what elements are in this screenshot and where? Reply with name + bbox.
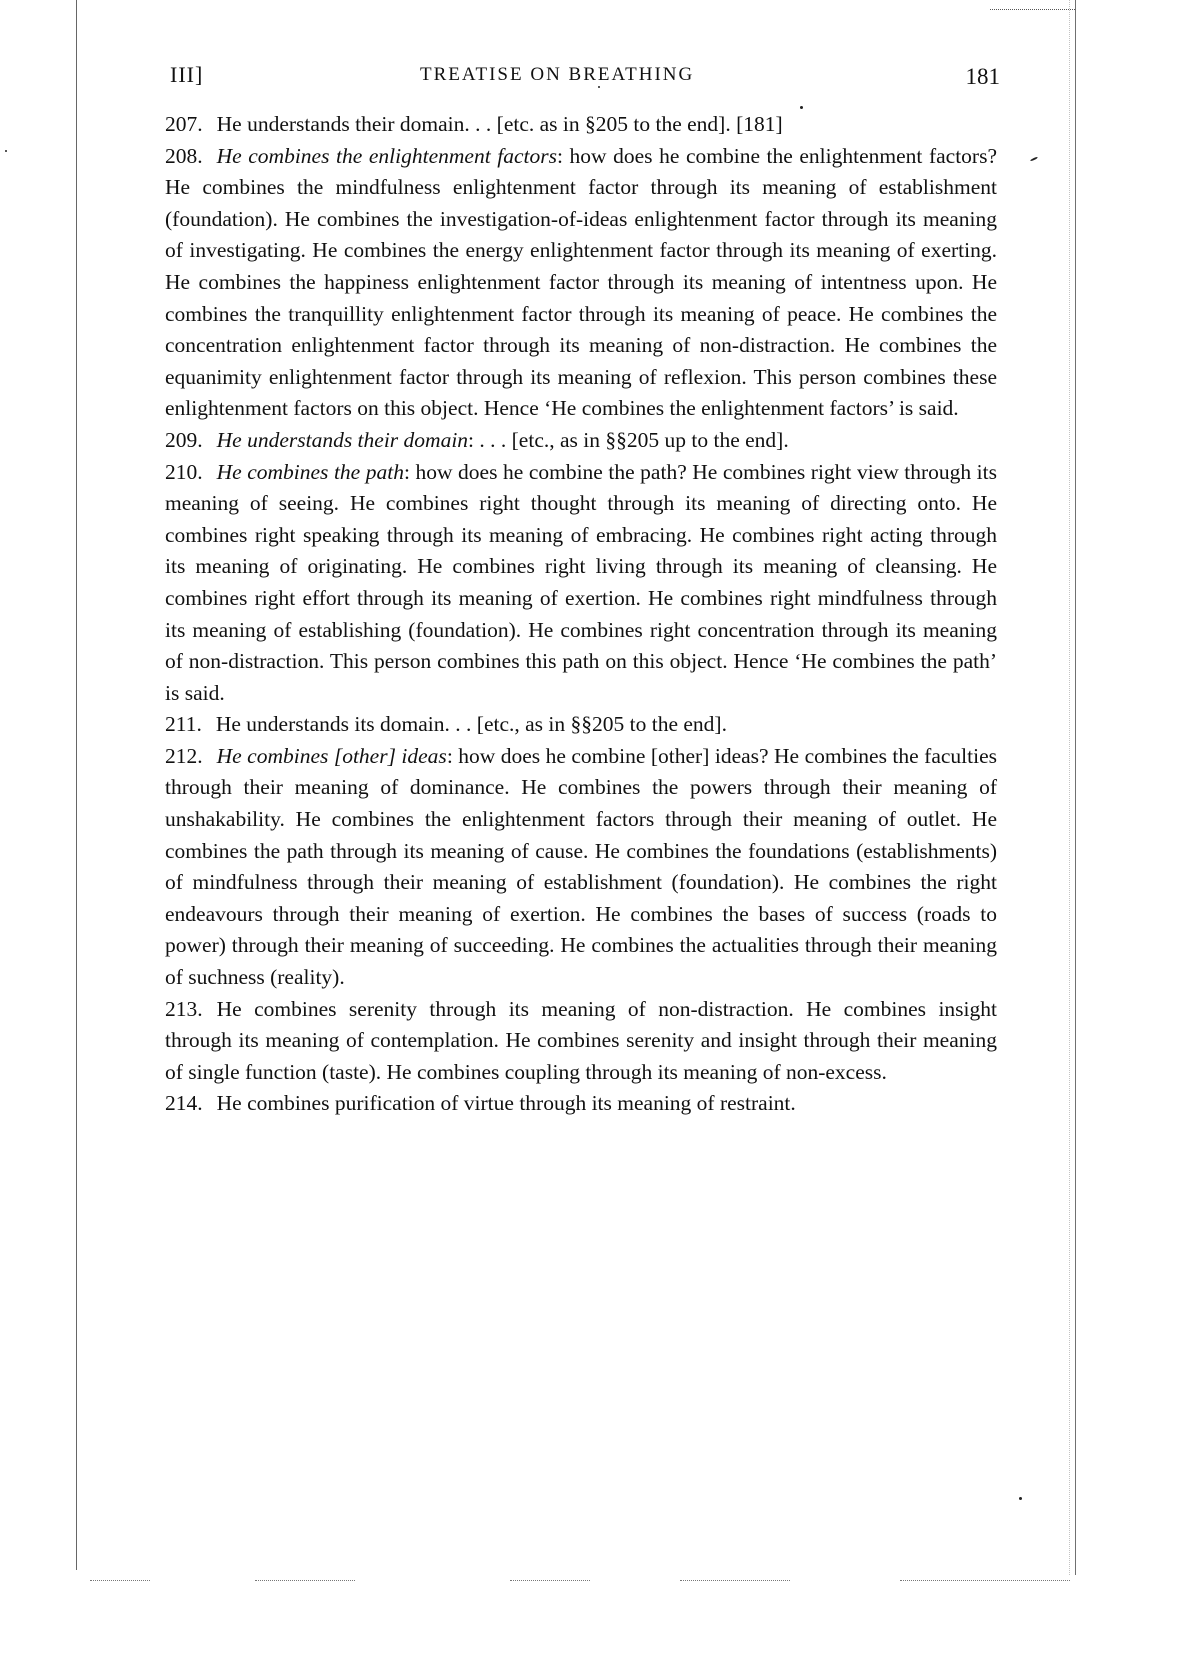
chapter-marker: III] (170, 62, 204, 87)
paragraph-text: He understands its domain. . . [etc., as in §§205 to the end]. (215, 712, 727, 737)
paragraph-text: : . . . [etc., as in §§205 up to the end]. (468, 427, 789, 452)
paragraph-number: 211. (165, 712, 202, 737)
paragraph-heading: He understands their domain (216, 427, 469, 452)
paragraph-210 (165, 457, 997, 710)
body-text (165, 109, 997, 1120)
paragraph-208 (165, 141, 997, 425)
scan-border-right-dots (1069, 0, 1071, 1575)
scan-bottom-dots (680, 1580, 790, 1582)
paragraph-heading: He combines [other] ideas (216, 743, 447, 768)
paragraph-number: 209. (165, 427, 203, 452)
paragraph-text: He combines serenity through its meaning of non-distraction. He combines insight through its meaning of contemplation. He combines serenity and insight through their meaning of single function (taste). He combines coupling through its meaning of non-excess. (165, 996, 997, 1084)
paragraph-text: : how does he combine [other] ideas? He combines the faculties through their meaning of dominance. He combines the powers through their meaning of unshakability. He combines the enlightenment factors through their meaning of outlet. He combines the path through its meaning of cause. He combines the foundations (establishments) of mindfulness through their meaning of establishment (foundation). He combines the right endeavours through their meaning of exertion. He combines the bases of success (roads to power) through their meaning of succeeding. He combines the actualities through their meaning of suchness (reality). (165, 743, 997, 990)
scan-speck (1019, 1497, 1022, 1500)
scan-bottom-dots (900, 1580, 1070, 1582)
paragraph-number: 214. (165, 1091, 203, 1116)
paragraph-212 (165, 741, 997, 994)
scan-bottom-dots (90, 1580, 150, 1582)
scan-top-dash (990, 9, 1075, 10)
paragraph-number: 213. (165, 996, 203, 1021)
paragraph-number: 212. (165, 743, 203, 768)
running-head (170, 62, 1000, 92)
scan-speck (1030, 156, 1038, 161)
paragraph-number: 210. (165, 459, 203, 484)
paragraph-heading: He combines the path (216, 459, 404, 484)
paragraph-207 (165, 109, 997, 141)
paragraph-text: He understands their domain. . . [etc. as in §205 to the end]. [181] (216, 112, 783, 136)
scan-speck (5, 150, 7, 152)
scan-bottom-dots (255, 1580, 355, 1582)
scan-border-right (1075, 0, 1076, 1575)
paragraph-number: 208. (165, 143, 203, 168)
paragraph-213 (165, 994, 997, 1089)
scan-bottom-dots (510, 1580, 590, 1582)
paragraph-heading: He combines the enlightenment factors (216, 143, 557, 168)
paragraph-number: 207. (165, 112, 203, 136)
paragraph-211 (165, 709, 997, 741)
scan-border-left (76, 0, 77, 1570)
paragraph-209 (165, 425, 997, 457)
running-title: TREATISE ON BREATHING (420, 64, 695, 85)
page-number: 181 (965, 64, 1000, 89)
paragraph-text: He combines purification of virtue through its meaning of restraint. (216, 1091, 796, 1116)
paragraph-214 (165, 1088, 997, 1120)
paragraph-text: : how does he combine the path? He combines right view through its meaning of seeing. He combines right thought through its meaning of directing onto. He combines right speaking through its meaning of embracing. He combines right acting through its meaning of originating. He combines right living through its meaning of cleansing. He combines right effort through its meaning of exertion. He combines right mindfulness through its meaning of establishing (foundation). He combines right concentration through its meaning of non-distraction. This person combines this path on this object. Hence ‘He combines the path’ is said. (165, 459, 997, 705)
paragraph-text: : how does he combine the enlightenment factors? He combines the mindfulness enlightenment factor through its meaning of establishment (foundation). He combines the investigation-of-ideas enlightenment factor through its meaning of investigating. He combines the energy enlightenment factor through its meaning of exerting. He combines the happiness enlightenment factor through its meaning of intentness upon. He combines the tranquillity enlightenment factor through its meaning of peace. He combines the concentration enlightenment factor through its meaning of non-distraction. He combines the equanimity enlightenment factor through its meaning of reflexion. This person combines these enlightenment factors on this object. Hence ‘He combines the enlightenment factors’ is said. (165, 143, 997, 421)
